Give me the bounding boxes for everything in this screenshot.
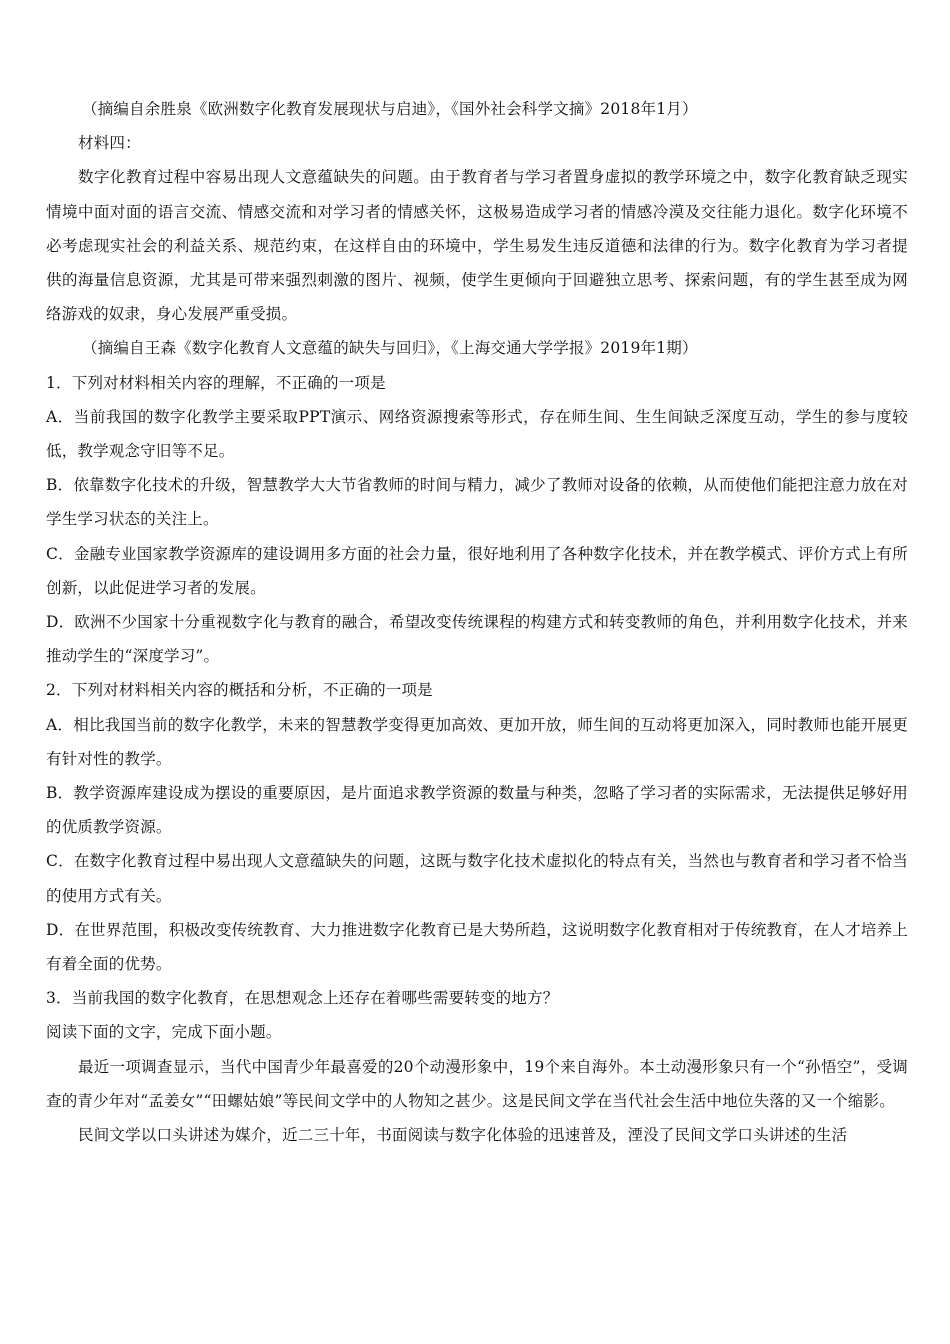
question-2-stem: 2．下列对材料相关内容的概括和分析，不正确的一项是	[46, 681, 433, 700]
passage-paragraph-2: 民间文学以口头讲述为媒介，近二三十年，书面阅读与数字化体验的迅速普及，湮没了民间文学口头讲述的生活	[78, 1126, 848, 1145]
question-2-option-d: D．在世界范围，积极改变传统教育、大力推进数字化教育已是大势所趋，这说明数字化教育相对于传统教育，在人才培养上有着全面的优势。	[46, 920, 908, 974]
reading-instruction: 阅读下面的文字，完成下面小题。	[46, 1023, 282, 1042]
question-1	[46, 366, 908, 674]
question-2-option-a: A．相比我国当前的数字化教学，未来的智慧教学变得更加高效、更加开放，师生间的互动将更加深入，同时教师也能开展更有针对性的教学。	[46, 715, 908, 768]
question-1-option-a: A．当前我国的数字化教学主要采取PPT演示、网络资源搜索等形式，存在师生间、生生间缺乏深度互动，学生的参与度较低，教学观念守旧等不足。	[46, 407, 908, 461]
question-1-option-b: B．依靠数字化技术的升级，智慧教学大大节省教师的时间与精力，减少了教师对设备的依赖，从而使他们能把注意力放在对学生学习状态的关注上。	[46, 476, 908, 529]
question-1-stem: 1．下列对材料相关内容的理解，不正确的一项是	[46, 373, 386, 392]
question-2-option-b: B．教学资源库建设成为摆设的重要原因，是片面追求教学资源的数量与种类，忽略了学习者的实际需求，无法提供足够好用的优质教学资源。	[46, 784, 908, 837]
citation-material-3: （摘编自余胜泉《欧洲数字化教育发展现状与启迪》，《国外社会科学文摘》2018年1月）	[82, 100, 698, 118]
question-1-option-d: D．欧洲不少国家十分重视数字化与教育的融合，希望改变传统课程的构建方式和转变教师的角色，并利用数字化技术，并来推动学生的“深度学习”。	[46, 613, 908, 666]
passage-paragraph-1: 最近一项调查显示，当代中国青少年最喜爱的20个动漫形象中，19个来自海外。本土动漫形象只有一个“孙悟空”，受调查的青少年对“孟姜女”“田螺姑娘”等民间文学中的人物知之甚少。这是民间文学在当代社会生活中地位失落的又一个缩影。	[46, 1057, 908, 1110]
document-page	[46, 92, 908, 1152]
question-2-option-c: C．在数字化教育过程中易出现人文意蕴缺失的问题，这既与数字化技术虚拟化的特点有关，当然也与教育者和学习者不恰当的使用方式有关。	[46, 852, 908, 905]
citation-material-4: （摘编自王森《数字化教育人文意蕴的缺失与回归》，《上海交通大学学报》2019年1期）	[82, 339, 698, 358]
material-4-label: 材料四：	[78, 134, 141, 153]
question-3: 3．当前我国的数字化教育，在思想观念上还存在着哪些需要转变的地方？	[46, 989, 559, 1008]
question-2	[46, 673, 908, 981]
question-1-option-c: C．金融专业国家教学资源库的建设调用多方面的社会力量，很好地利用了各种数字化技术，并在教学模式、评价方式上有所创新，以此促进学习者的发展。	[46, 544, 908, 597]
material-4-paragraph: 数字化教育过程中容易出现人文意蕴缺失的问题。由于教育者与学习者置身虚拟的教学环境之中，数字化教育缺乏现实情境中面对面的语言交流、情感交流和对学习者的情感关怀，这极易造成学习者的情感冷漠及交往能力退化。数字化环境不必考虑现实社会的利益关系、规范约束，在这样自由的环境中，学生易发生违反道德和法律的行为。数字化教育为学习者提供的海量信息资源，尤其是可带来强烈刺激的图片、视频，使学生更倾向于回避独立思考、探索问题，有的学生甚至成为网络游戏的奴隶，身心发展严重受损。	[46, 168, 908, 324]
